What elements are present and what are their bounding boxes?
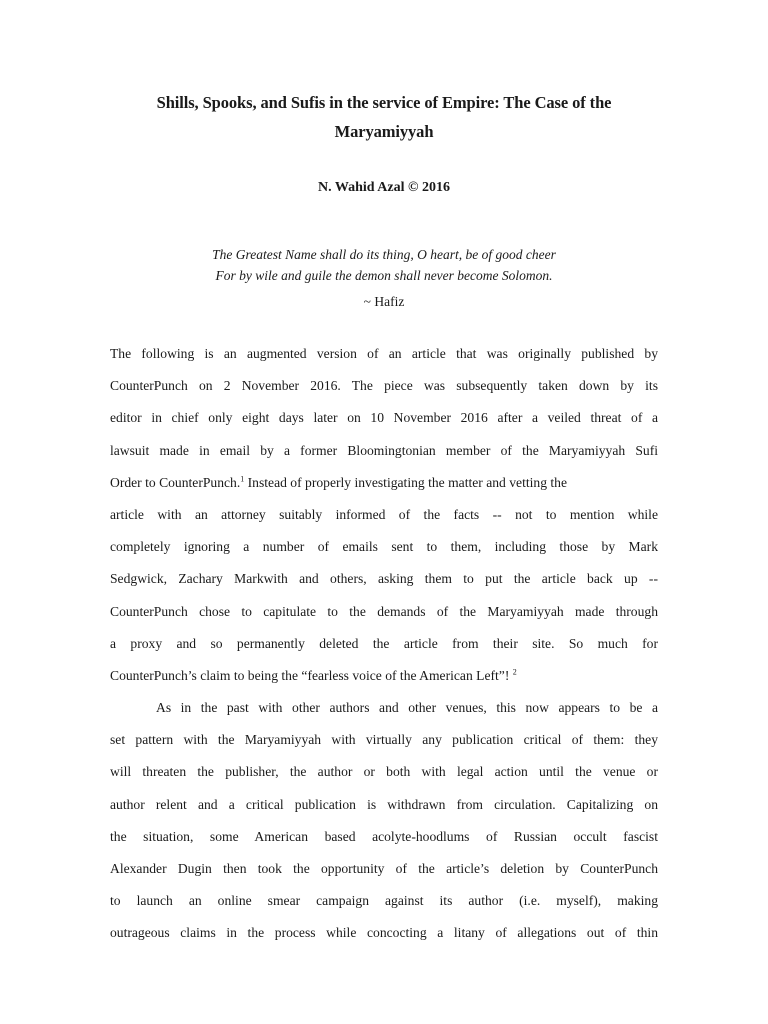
- paragraph-1-text: CounterPunch’s claim to being the “fearless voice of the American Left”!: [110, 667, 510, 683]
- paragraph-1-line: [110, 467, 658, 499]
- paragraph-1-line: article with an attorney suitably informed of the facts -- not to mention while: [110, 506, 658, 522]
- epigraph-line-1: The Greatest Name shall do its thing, O heart, be of good cheer: [212, 247, 556, 262]
- paragraph-1-line: lawsuit made in email by a former Bloomingtonian member of the Maryamiyyah Sufi: [110, 442, 658, 458]
- paragraph-1-line: Sedgwick, Zachary Markwith and others, asking them to put the article back up --: [110, 571, 658, 587]
- epigraph-line-2: For by wile and guile the demon shall never become Solomon.: [215, 268, 553, 283]
- paragraph-1-line: [110, 660, 658, 692]
- paragraph-1-line: The following is an augmented version of an article that was originally published by: [110, 346, 658, 361]
- paragraph-1-text: Order to CounterPunch.: [110, 474, 241, 490]
- paragraph-2-line: outrageous claims in the process while concocting a litany of allegations out of thin: [110, 925, 658, 941]
- paragraph-2-line: the situation, some American based acolyte-hoodlums of Russian occult fascist: [110, 828, 658, 844]
- author-line: N. Wahid Azal © 2016: [318, 180, 450, 195]
- paragraph-1-line: CounterPunch on 2 November 2016. The piece was subsequently taken down by its: [110, 378, 658, 394]
- epigraph: [0, 244, 768, 286]
- paragraph-1-line: completely ignoring a number of emails sent to them, including those by Mark: [110, 539, 658, 555]
- footnote-ref-1[interactable]: 1: [240, 474, 245, 484]
- paragraph-1-line: CounterPunch chose to capitulate to the demands of the Maryamiyyah made through: [110, 603, 658, 619]
- paragraph-2-line: set pattern with the Maryamiyyah with virtually any publication critical of them: they: [110, 732, 658, 748]
- footnote-ref-2[interactable]: 2: [512, 667, 517, 677]
- paragraph-1-text: Instead of properly investigating the matter and vetting the: [244, 474, 568, 490]
- paragraph-2-line: As in the past with other authors and other venues, this now appears to be a: [156, 700, 658, 716]
- paragraph-1-line: a proxy and so permanently deleted the article from their site. So much for: [110, 635, 658, 651]
- title-line-2: Maryamiyyah: [334, 122, 434, 141]
- paragraph-2-line: author relent and a critical publication is withdrawn from circulation. Capitalizing on: [110, 796, 658, 812]
- body-text: [110, 338, 658, 950]
- paragraph-2-line: to launch an online smear campaign against its author (i.e. myself), making: [110, 893, 658, 909]
- paragraph-2-line: will threaten the publisher, the author or both with legal action until the venue or: [110, 764, 658, 780]
- title-line-1: Shills, Spooks, and Sufis in the service of Empire: The Case of the: [156, 93, 612, 112]
- paragraph-2-line: Alexander Dugin then took the opportunity of the article’s deletion by CounterPunch: [110, 861, 658, 876]
- document-title: [120, 88, 648, 146]
- epigraph-attribution: ~ Hafiz: [363, 294, 405, 309]
- paragraph-1-line: editor in chief only eight days later on 10 November 2016 after a veiled threat of a: [110, 410, 658, 426]
